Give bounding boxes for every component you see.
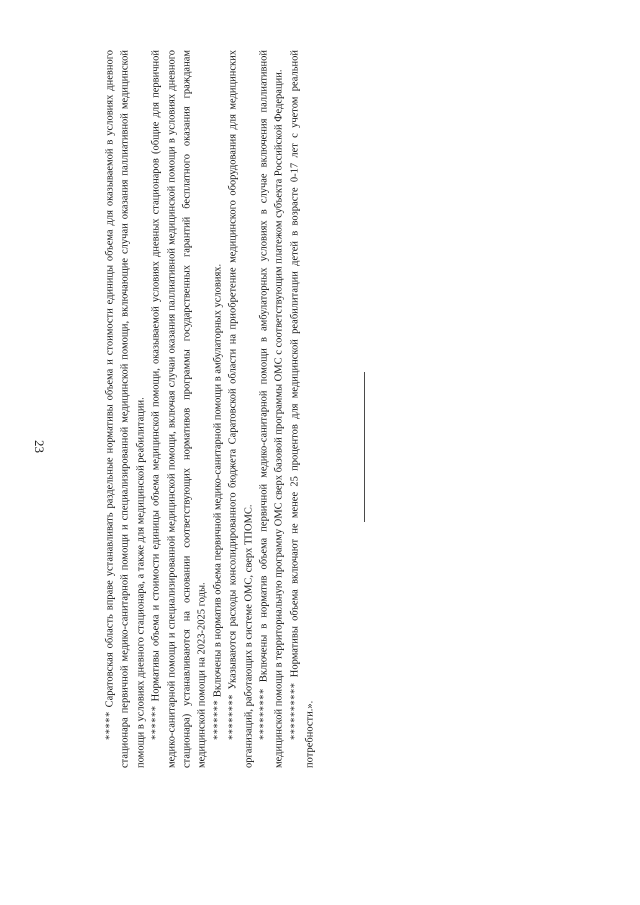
- footnote: [256, 50, 287, 768]
- footnote: [102, 50, 148, 768]
- footnotes-block: [102, 50, 318, 768]
- footnote-text: Указываются расходы консолидированного бюджета Саратовской области на приобретение медицинского оборудования для медицинских организаций, работающих в системе ОМС, сверх ТПОМС.: [227, 49, 254, 768]
- footnote-text: Нормативы объема и стоимости единицы объема медицинской помощи, оказываемой условиях дневных стационаров (общие для первичной медико-санитарной помощи и специализированной медицинской помощи, включая случаи оказания паллиативной медицинской помощи в условиях дневного стационара) устанавливаются на основании соответствующих нормативов программы государственных гарантий бесплатного оказания гражданам медицинской помощи на 2023-2025 годы.: [150, 50, 208, 768]
- footnote-marker: ******: [150, 705, 162, 740]
- footnote: [287, 50, 318, 768]
- footnote-text: Саратовская область вправе устанавливать раздельные нормативы объема и стоимости единицы объема для оказываемой в условиях дневного стационара первичной медико-санитарной помощи и специализированной медицинской помощи, включающие случаи оказания паллиативной медицинской помощи в условиях дневного стационара, а также для медицинской реабилитации.: [104, 49, 147, 768]
- footnote-marker: *****: [104, 711, 116, 740]
- footnote-marker: **********: [289, 682, 301, 740]
- footnote-marker: *********: [258, 688, 270, 740]
- footnote: [226, 50, 257, 768]
- footnote: [210, 50, 225, 768]
- footnote-marker: ********: [227, 694, 239, 740]
- footnote: [149, 50, 211, 768]
- footnote-text: Включены в норматив объема первичной медико-санитарной помощи в амбулаторных условиях в случае включения паллиативной медицинской помощи в территориальную программу ОМС сверх базовой программы ОМС с соответствующим платежом субъекта Российской Федерации.: [258, 50, 285, 768]
- page-number: 23: [32, 440, 47, 453]
- footnotes-rotated-container: [102, 50, 318, 768]
- footnote-marker: *******: [212, 699, 224, 740]
- footnote-separator: [364, 372, 365, 522]
- footnote-text: Нормативы объема включают не менее 25 процентов для медицинской реабилитации детей в возрасте 0-17 лет с учетом реальной потребности.».: [289, 50, 316, 768]
- footnote-text: Включены в норматив объема первичной медико-санитарной помощи в амбулаторных условиях.: [212, 263, 224, 698]
